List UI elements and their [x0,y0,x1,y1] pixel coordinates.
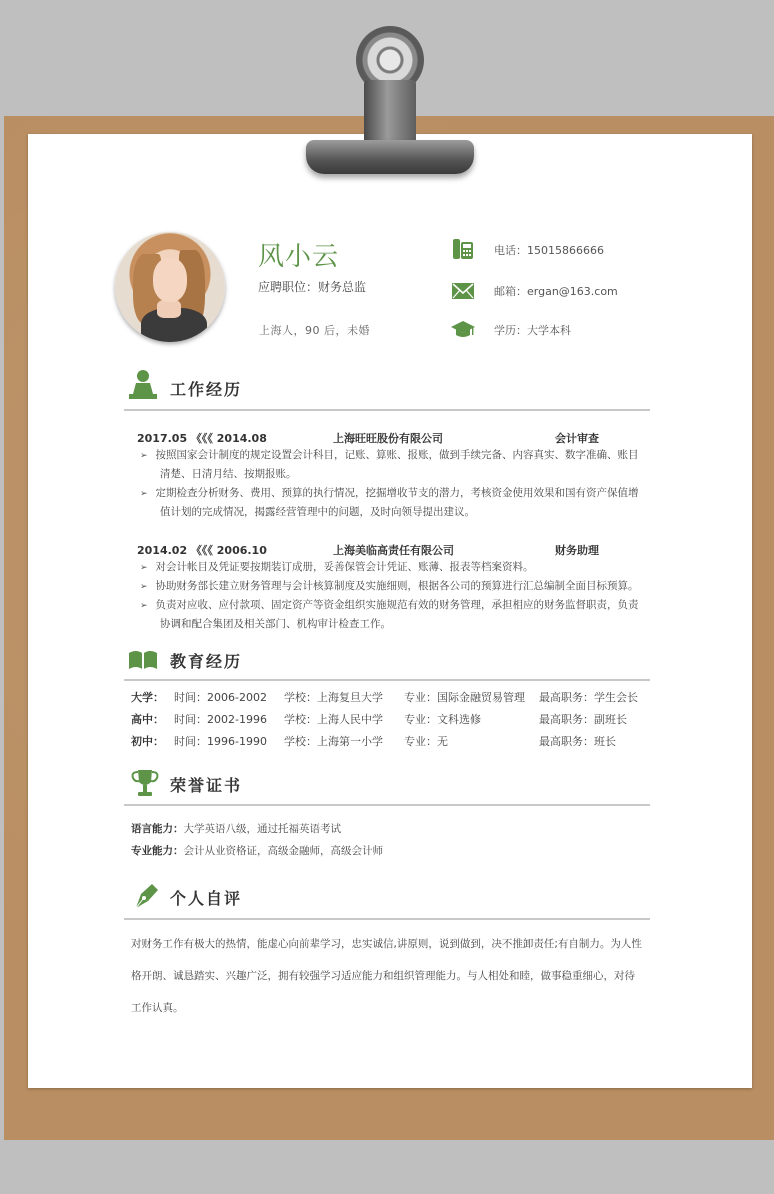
divider [124,679,650,681]
phone-icon [451,237,475,261]
list-item: ➢ 定期检查分析财务、费用、预算的执行情况，挖掘增收节支的潜力，考核资金使用效果和国有资产保值增 [140,487,639,499]
section-title-self: 个人自评 [170,889,243,908]
divider [124,804,650,806]
edu-time: 时间：2006-2002 [174,691,267,704]
section-title-work: 工作经历 [170,380,243,399]
edu-school: 学校：上海人民中学 [284,713,383,726]
edu-major: 专业：国际金融贸易管理 [404,691,525,704]
job-company: 上海美临高责任有限公司 [333,544,454,557]
list-item: 专业能力：会计从业资格证，高级金融师，高级会计师 [131,845,383,857]
section-title-honors: 荣誉证书 [170,776,243,795]
job-period: 2017.05 《《《 2014.08 [137,432,267,445]
list-item: ➢ 协助财务部长建立财务管理与会计核算制度及实施细则，根据各公司的预算进行汇总编制全面目标预算。 [140,580,639,592]
list-item: ➢ 负责对应收、应付款项、固定资产等资金组织实施规范有效的财务管理，承担相应的财务监督职责，负责 [140,599,639,611]
section-title-education: 教育经历 [170,652,243,671]
table-row: 高中： [131,713,164,726]
job-role: 财务助理 [555,544,599,557]
book-icon [128,645,158,677]
table-row: 初中： [131,735,164,748]
graduation-cap-icon [451,317,475,341]
job-period: 2014.02 《《《 2006.10 [137,544,267,557]
table-row: 大学： [131,691,164,704]
mail-icon [451,279,475,303]
candidate-name: 风小云 [258,242,340,272]
edu-time: 时间：2002-1996 [174,713,267,726]
self-evaluation: 对财务工作有极大的热情，能虚心向前辈学习，忠实诚信,讲原则，说到做到，决不推卸责任;有自制力。为人性 格开朗、诚恳踏实、兴趣广泛，拥有较强学习适应能力和组织管理能力。与人相处和睦，做事稳重细心，对待 工作认真。 [131,938,642,1014]
divider [124,409,650,411]
contact-phone: 电话：15015866666 [494,244,604,257]
edu-post: 最高职务：副班长 [539,713,627,726]
list-item: 语言能力：大学英语八级，通过托福英语考试 [131,823,341,835]
list-item: 协调和配合集团及相关部门、机构审计检查工作。 [160,618,391,630]
list-item: 值计划的完成情况，揭露经营管理中的问题，及时向领导提出建议。 [160,506,475,518]
contact-email: 邮箱：ergan@163.com [494,285,618,298]
basic-info: 上海人，90 后，未婚 [259,324,370,337]
applied-position: 应聘职位：财务总监 [258,280,367,294]
job-role: 会计审查 [555,432,599,445]
edu-major: 专业：文科选修 [404,713,481,726]
edu-time: 时间：1996-1990 [174,735,267,748]
list-item: ➢ 按照国家会计制度的规定设置会计科目，记账、算账、报账，做到手续完备、内容真实、数字准确、账目 [140,449,639,461]
clip-body [364,80,416,144]
pen-icon [132,880,162,912]
edu-major: 专业：无 [404,735,448,748]
person-icon [128,368,158,400]
edu-post: 最高职务：学生会长 [539,691,638,704]
edu-school: 学校：上海复旦大学 [284,691,383,704]
clip-base [306,140,474,174]
divider [124,918,650,920]
edu-post: 最高职务：班长 [539,735,616,748]
trophy-icon [130,768,160,800]
job-company: 上海旺旺股份有限公司 [333,432,443,445]
avatar [115,232,225,342]
edu-school: 学校：上海第一小学 [284,735,383,748]
contact-education: 学历：大学本科 [494,324,571,337]
list-item: ➢ 对会计帐目及凭证要按期装订成册，妥善保管会计凭证、账薄、报表等档案资料。 [140,561,534,573]
list-item: 清楚、日清月结、按期报账。 [160,468,297,480]
